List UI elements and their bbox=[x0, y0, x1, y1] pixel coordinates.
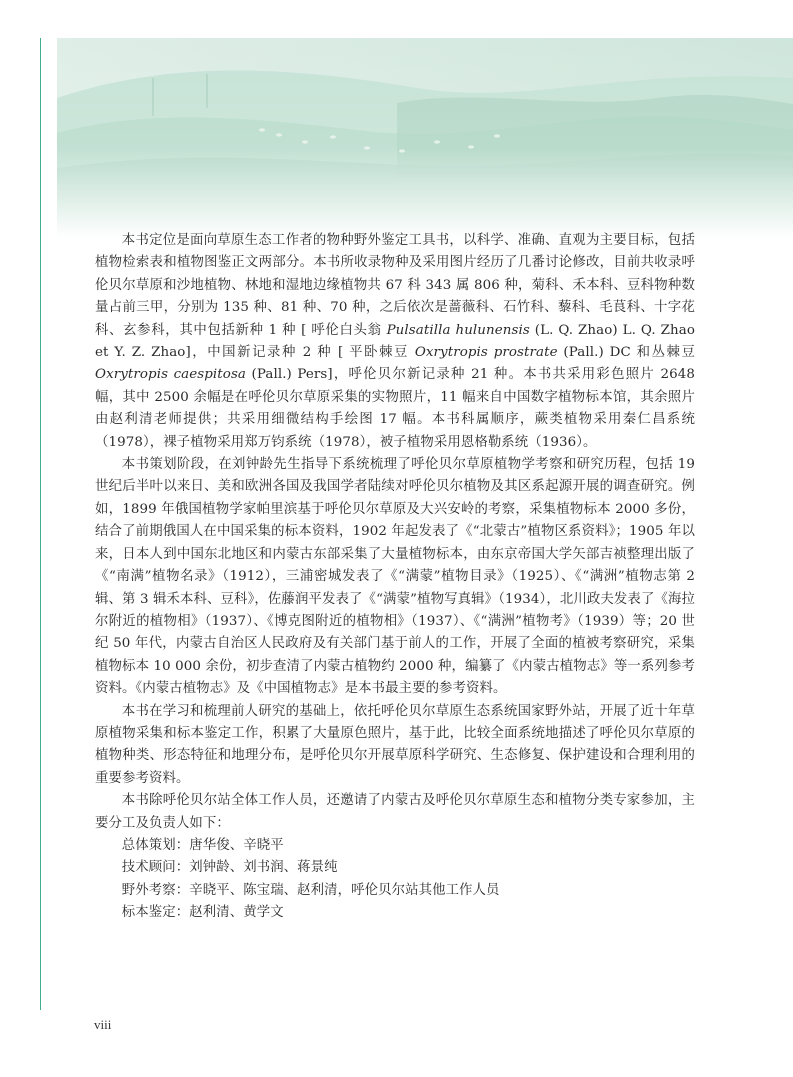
body-text bbox=[95, 230, 695, 925]
grassland-header-image bbox=[57, 38, 793, 238]
credit-role: 标本鉴定： bbox=[121, 905, 190, 921]
credit-role: 技术顾问： bbox=[121, 860, 190, 876]
credit-role: 总体策划： bbox=[121, 837, 190, 853]
credit-names: 刘钟龄、刘书润、蒋景纯 bbox=[189, 860, 338, 876]
paragraph-3: 本书在学习和梳理前人研究的基础上，依托呼伦贝尔草原生态系统国家野外站，开展了近十年草原植物采集和标本鉴定工作，积累了大量原色照片，基于此，比较全面系统地描述了呼伦贝尔草原的植物种类、形态特征和地理分布，是呼伦贝尔开展草原科学研究、生态修复、保护建设和合理利用的重要参考资料。 bbox=[95, 703, 695, 786]
credit-names: 辛晓平、陈宝瑞、赵利清，呼伦贝尔站其他工作人员 bbox=[189, 882, 500, 898]
credit-role: 野外考察： bbox=[121, 882, 190, 898]
credit-row-fieldwork bbox=[122, 880, 695, 902]
credit-names: 赵利清、黄学文 bbox=[189, 905, 284, 921]
credit-row-advisors bbox=[122, 857, 695, 879]
paragraph-2: 本书策划阶段，在刘钟龄先生指导下系统梳理了呼伦贝尔草原植物学考察和研究历程，包括 19 世纪后半叶以来日、美和欧洲各国及我国学者陆续对呼伦贝尔植物及其区系起源开展的调查研究。例如，1899 年俄国植物学家帕里滨基于呼伦贝尔草原及大兴安岭的考察，采集植物标本 2000 多份，结合了前期俄国人在中国采集的标本资料，1902 年起发表了《“北蒙古”植物区系资料》；1905 年以来，日本人到中国东北地区和内蒙古东部采集了大量植物标本，由东京帝国大学矢部吉祯整理出版了《“南满”植物名录》（1912），三浦密城发表了《“满蒙”植物目录》（1925）、《“满洲”植物志第 2 辑、第 3 辑禾本科、豆科》，佐藤润平发表了《“满蒙”植物写真辑》（1934），北川政夫发表了《海拉尔附近的植物相》（1937）、《博克图附近的植物相》（1937）、《“满洲”植物考》（1939）等；20 世纪 50 年代，内蒙古自治区人民政府及有关部门基于前人的工作，开展了全面的植被考察研究，采集植物标本 10 000 余份，初步查清了内蒙古植物约 2000 种，编纂了《内蒙古植物志》等一系列参考资料。《内蒙古植物志》及《中国植物志》是本书最主要的参考资料。 bbox=[95, 457, 695, 697]
paragraph-1: 本书定位是面向草原生态工作者的物种野外鉴定工具书，以科学、准确、直观为主要目标，包括植物检索表和植物图鉴正文两部分。本书所收录物种及采用图片经历了几番讨论修改，目前共收录呼伦贝尔草原和沙地植物、林地和湿地边缘植物共 67 科 343 属 806 种，菊科、禾本科、豆科物种数量占前三甲，分别为 135 种、81 种、70 种，之后依次是蔷薇科、石竹科、藜科、毛茛科、十字花科、玄参科，其中包括新种 1 种 [ 呼伦白头翁 Pulsatilla hulunensis (L. Q. Zhao) L. Q. Zhao et Y. Z. Zhao]，中国新记录种 2 种 [ 平卧棘豆 Oxrytropis prostrate (Pall.) DC 和丛棘豆 Oxrytropis caespitosa (Pall.) Pers]，呼伦贝尔新记录种 21 种。本书共采用彩色照片 2648 幅，其中 2500 余幅是在呼伦贝尔草原采集的实物照片，11 幅来自中国数字植物标本馆，其余照片由赵利清老师提供；共采用细微结构手绘图 17 幅。本书科属顺序，蕨类植物采用秦仁昌系统（1978），裸子植物采用郑万钧系统（1978），被子植物采用恩格勒系统（1936）。 bbox=[95, 233, 695, 450]
page-number: viii bbox=[94, 1017, 112, 1032]
credits-list bbox=[95, 835, 695, 925]
credit-row-planning bbox=[122, 835, 695, 857]
left-margin-rule bbox=[40, 38, 41, 1010]
credit-names: 唐华俊、辛晓平 bbox=[189, 837, 284, 853]
paragraph-4: 本书除呼伦贝尔站全体工作人员，还邀请了内蒙古及呼伦贝尔草原生态和植物分类专家参加，主要分工及负责人如下： bbox=[95, 793, 695, 831]
credit-row-identification bbox=[122, 902, 695, 924]
